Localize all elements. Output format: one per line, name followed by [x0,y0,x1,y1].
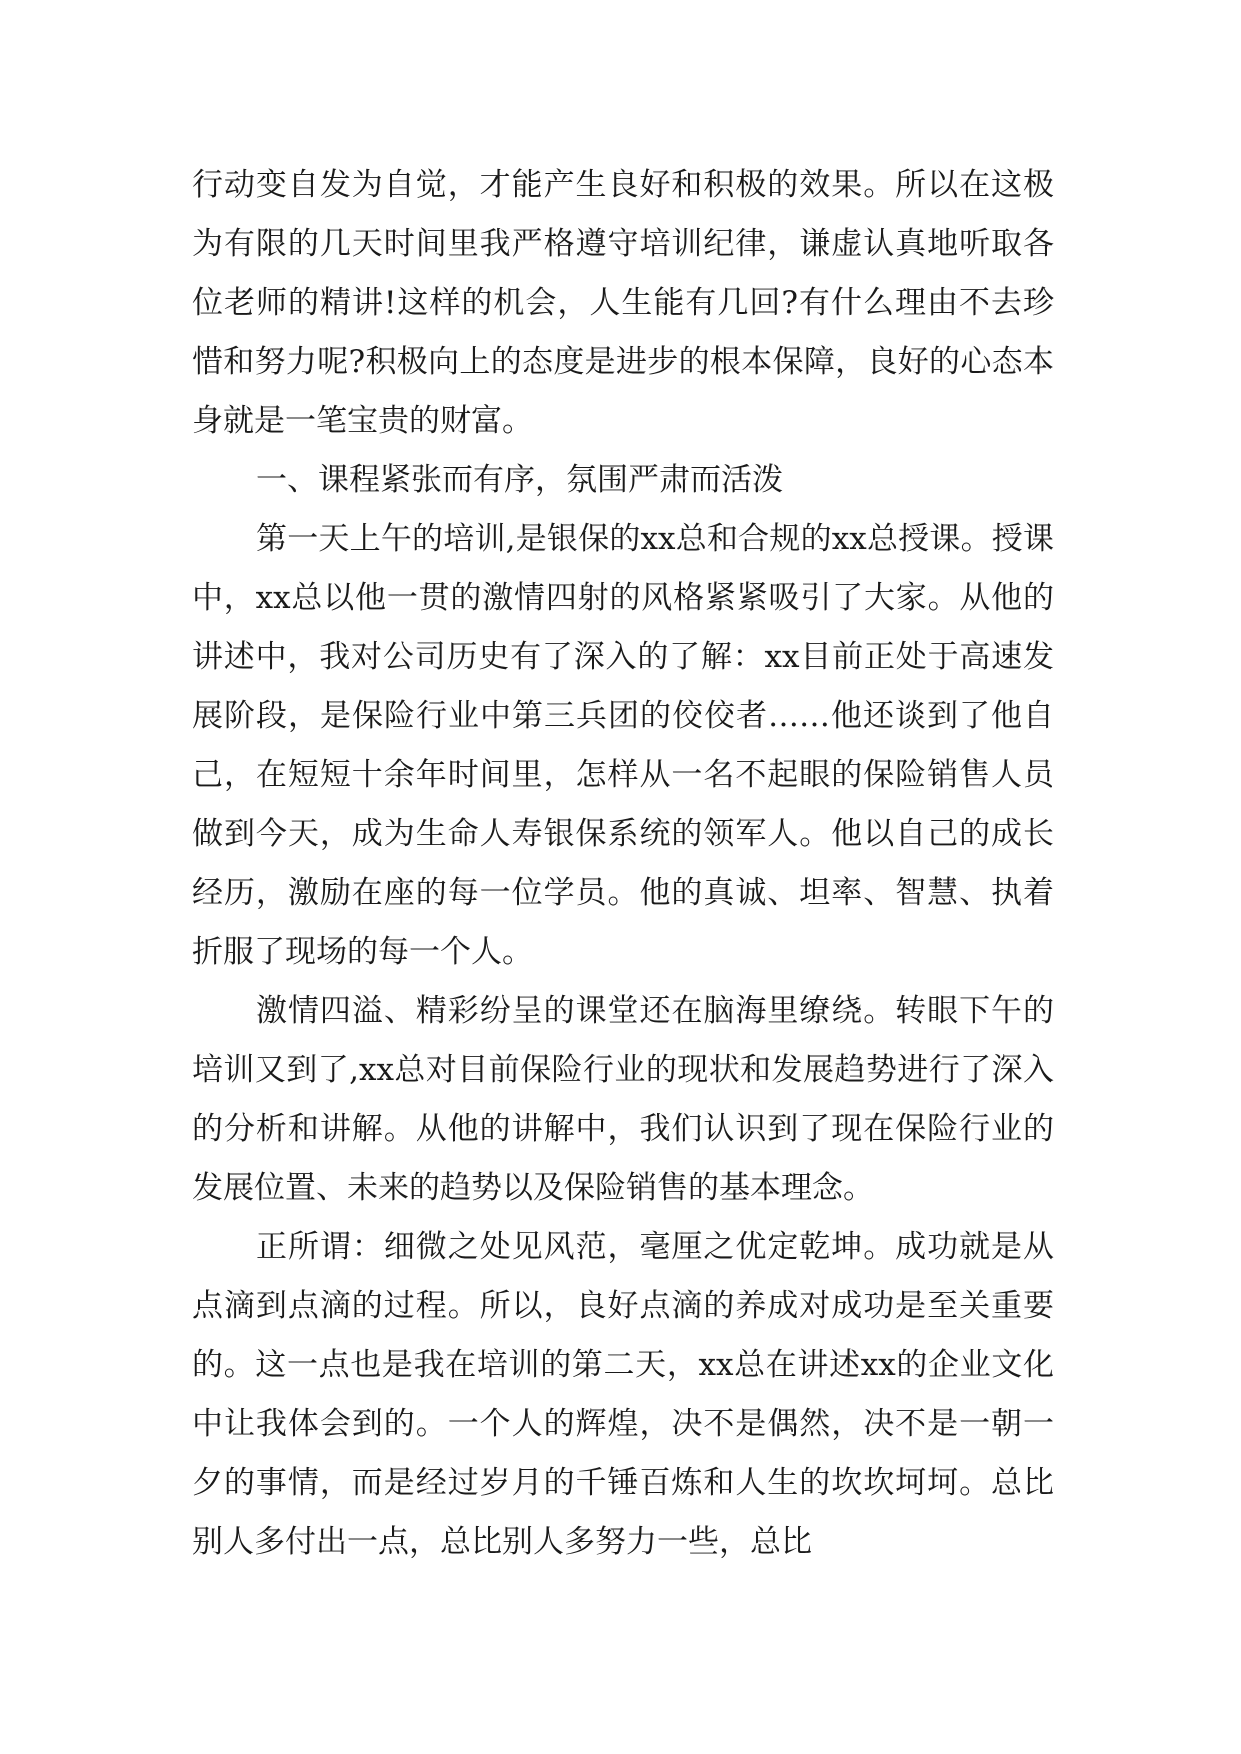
paragraph-continuation: 行动变自发为自觉，才能产生良好和积极的效果。所以在这极为有限的几天时间里我严格遵守培训纪律，谦虚认真地听取各位老师的精讲!这样的机会，人生能有几回?有什么理由不去珍惜和努力呢?积极向上的态度是进步的根本保障，良好的心态本身就是一笔宝贵的财富。 [192,167,1054,439]
section-heading: 一、课程紧张而有序，氛围严肃而活泼 [256,462,783,498]
paragraph-first-day: 第一天上午的培训,是银保的xx总和合规的xx总授课。授课中，xx总以他一贯的激情四射的风格紧紧吸引了大家。从他的讲述中，我对公司历史有了深入的了解：xx目前正处于高速发展阶段，是保险行业中第三兵团的佼佼者……他还谈到了他自己，在短短十余年时间里，怎样从一名不起眼的保险销售人员做到今天，成为生命人寿银保系统的领军人。他以自己的成长经历，激励在座的每一位学员。他的真诚、坦率、智慧、执着折服了现场的每一个人。 [192,521,1054,970]
paragraph-afternoon: 激情四溢、精彩纷呈的课堂还在脑海里缭绕。转眼下午的培训又到了,xx总对目前保险行业的现状和发展趋势进行了深入的分析和讲解。从他的讲解中，我们认识到了现在保险行业的发展位置、未来的趋势以及保险销售的基本理念。 [192,993,1054,1206]
paragraph-details: 正所谓：细微之处见风范，毫厘之优定乾坤。成功就是从点滴到点滴的过程。所以，良好点滴的养成对成功是至关重要的。这一点也是我在培训的第二天，xx总在讲述xx的企业文化中让我体会到的。一个人的辉煌，决不是偶然，决不是一朝一夕的事情，而是经过岁月的千锤百炼和人生的坎坎坷坷。总比别人多付出一点，总比别人多努力一些，总比 [192,1229,1054,1560]
document-body [192,156,1054,1572]
